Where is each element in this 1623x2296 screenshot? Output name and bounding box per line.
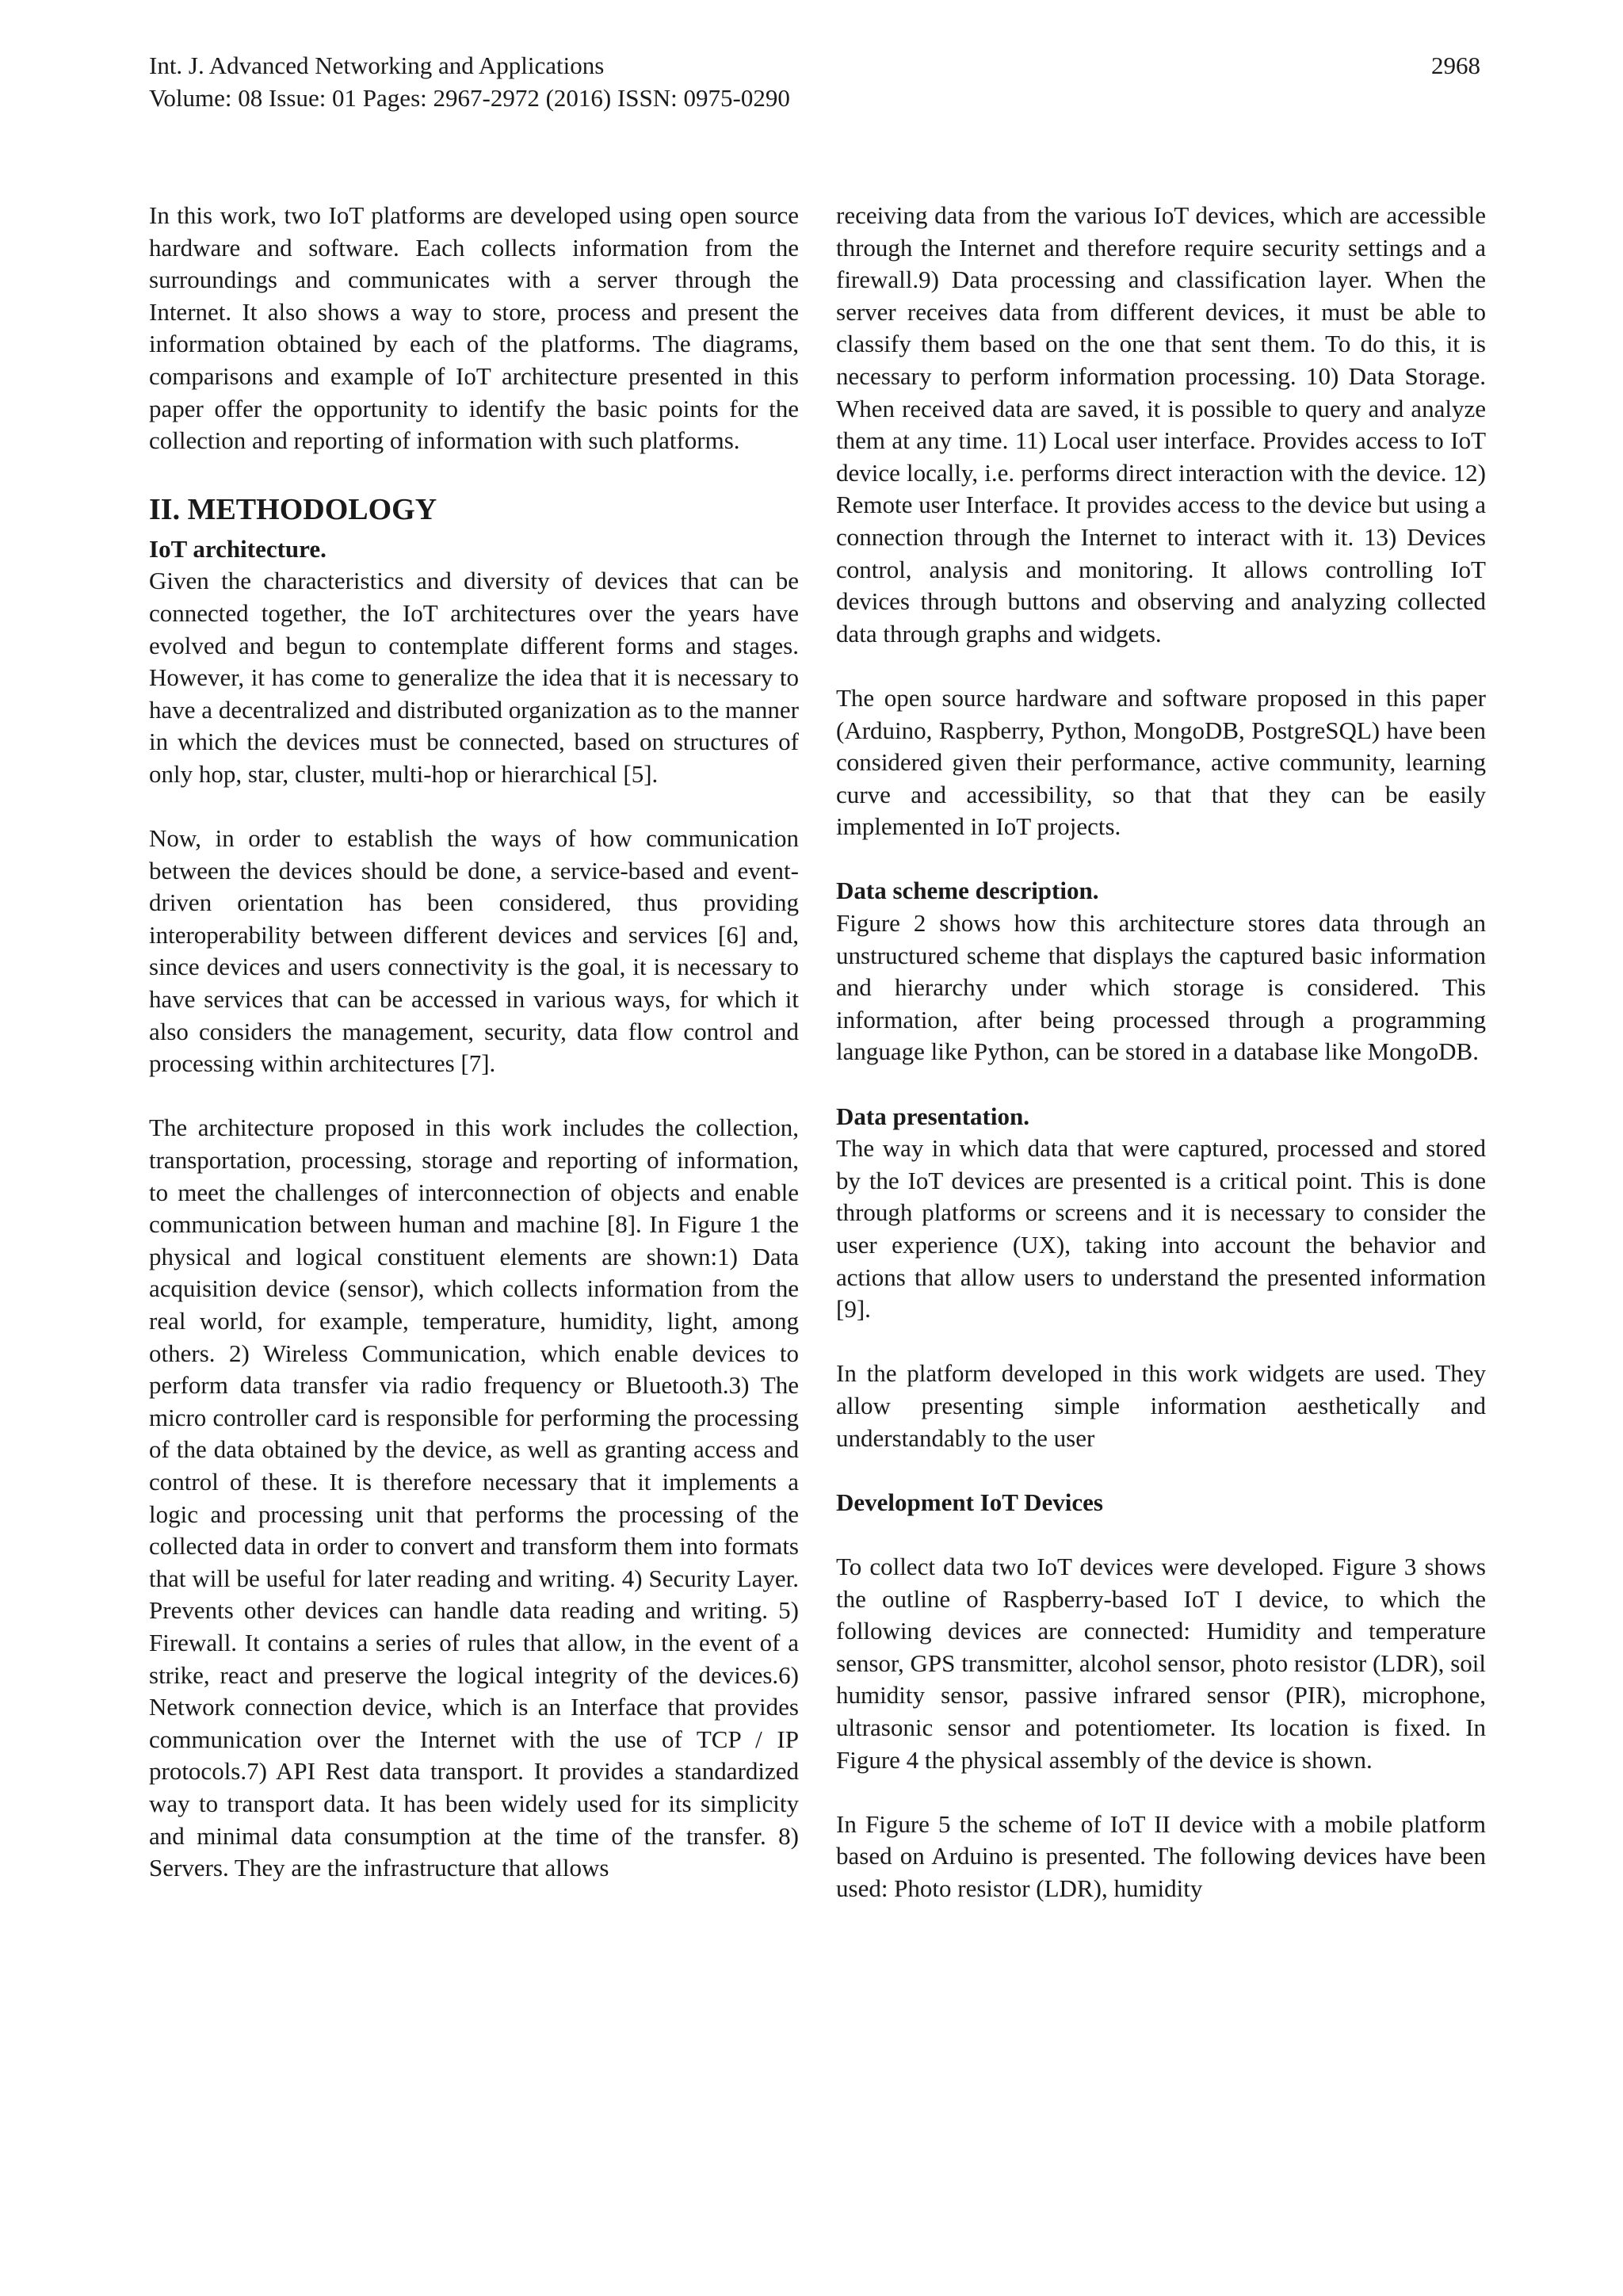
intro-paragraph: In this work, two IoT platforms are developed using open source hardware and software. Each collects information from the surroundings and communicates with a server through the Internet. It also shows a way to store, process and present the information obtained by each of the platforms. The diagrams, comparisons and example of IoT architecture presented in this paper offer the opportunity to identify the basic points for the collection and reporting of information with such platforms. bbox=[149, 201, 799, 455]
devices-paragraph-1: To collect data two IoT devices were developed. Figure 3 shows the outline of Raspberry-based IoT I device, to which the following devices are connected: Humidity and temperature sensor, GPS transmitter, alcohol sensor, photo resistor (LDR), soil humidity sensor, passive infrared sensor (PIR), microphone, ultrasonic sensor and potentiometer. Its location is fixed. In Figure 4 the physical assembly of the device is shown. bbox=[836, 1552, 1486, 1774]
subheading-data-scheme: Data scheme description. bbox=[836, 877, 1099, 905]
journal-title: Int. J. Advanced Networking and Applications bbox=[149, 52, 605, 79]
data-presentation-paragraph-1: The way in which data that were captured, processed and stored by the IoT devices are presented is a critical point. This is done through platforms or screens and it is necessary to consider the user experience (UX), taking into account the behavior and actions that allow users to understand the presented information [9]. bbox=[836, 1134, 1486, 1324]
page-number: 2968 bbox=[1431, 52, 1480, 79]
architecture-paragraph-3: The architecture proposed in this work includes the collection, transportation, processing, storage and reporting of information, to meet the challenges of interconnection of objects and enable communication between human and machine [8]. In Figure 1 the physical and logical constituent elements are shown:1) Data acquisition device (sensor), which collects information from the real world, for example, temperature, humidity, light, among others. 2) Wireless Communication, which enable devices to perform data transfer via radio frequency or Bluetooth.3) The micro controller card is responsible for performing the processing of the data obtained by the device, as well as granting access and control of these. It is therefore necessary that it implements a logic and processing unit that performs the processing of the collected data in order to convert and transform them into formats that will be useful for later reading and writing. 4) Security Layer. Prevents other devices can handle data reading and writing. 5) Firewall. It contains a series of rules that allow, in the event of a strike, react and preserve the logical integrity of the devices.6) Network connection device, which is an Interface that provides communication over the Internet with the use of TCP / IP protocols.7) API Rest data transport. It provides a standardized way to transport data. It has been widely used for its simplicity and minimal data consumption at the time of the transfer. 8) Servers. They are the infrastructure that allows bbox=[149, 1114, 799, 1882]
open-source-paragraph: The open source hardware and software proposed in this paper (Arduino, Raspberry, Python, MongoDB, PostgreSQL) have been considered given their performance, active community, learning curve and accessibility, so that that they can be easily implemented in IoT projects. bbox=[836, 683, 1486, 841]
left-column bbox=[149, 200, 799, 1885]
devices-paragraph-2: In Figure 5 the scheme of IoT II device with a mobile platform based on Arduino is presented. The following devices have been used: Photo resistor (LDR), humidity bbox=[836, 1809, 1486, 1902]
section-heading-methodology: II. METHODOLOGY bbox=[149, 492, 437, 526]
architecture-paragraph-1: Given the characteristics and diversity of devices that can be connected together, the IoT architectures over the years have evolved and begun to contemplate different forms and stages. However, it has come to generalize the idea that it is necessary to have a decentralized and distributed organization as to the manner in which the devices must be connected, based on structures of only hop, star, cluster, multi-hop or hierarchical [5]. bbox=[149, 567, 799, 788]
right-column bbox=[836, 200, 1486, 1904]
subheading-data-presentation: Data presentation. bbox=[836, 1102, 1029, 1130]
subheading-development-iot-devices: Development IoT Devices bbox=[836, 1488, 1103, 1516]
continuation-paragraph: receiving data from the various IoT devices, which are accessible through the Internet and therefore require security settings and a firewall.9) Data processing and classification layer. When the server receives data from different devices, it must be able to classify them based on the one that sent them. To do this, it is necessary to perform information processing. 10) Data Storage. When received data are saved, it is possible to query and analyze them at any time. 11) Local user interface. Provides access to IoT device locally, i.e. performs direct interaction with the device. 12) Remote user Interface. It provides access to the device but using a connection through the Internet to interact with it. 13) Devices control, analysis and monitoring. It allows controlling IoT devices through buttons and observing and analyzing collected data through graphs and widgets. bbox=[836, 201, 1486, 648]
data-presentation-paragraph-2: In the platform developed in this work widgets are used. They allow presenting simple information aesthetically and understandably to the user bbox=[836, 1359, 1486, 1452]
architecture-paragraph-2: Now, in order to establish the ways of how communication between the devices should be done, a service-based and event-driven orientation has been considered, thus providing interoperability between different devices and services [6] and, since devices and users connectivity is the goal, it is necessary to have services that can be accessed in various ways, for which it also considers the management, security, data flow control and processing within architectures [7]. bbox=[149, 824, 799, 1078]
data-scheme-paragraph: Figure 2 shows how this architecture stores data through an unstructured scheme that displays the captured basic information and hierarchy under which storage is considered. This information, after being processed through a programming language like Python, can be stored in a database like MongoDB. bbox=[836, 909, 1486, 1066]
running-header bbox=[149, 49, 1480, 114]
volume-issue-line: Volume: 08 Issue: 01 Pages: 2967-2972 (2016) ISSN: 0975-0290 bbox=[149, 84, 790, 112]
subheading-iot-architecture: IoT architecture. bbox=[149, 534, 327, 563]
